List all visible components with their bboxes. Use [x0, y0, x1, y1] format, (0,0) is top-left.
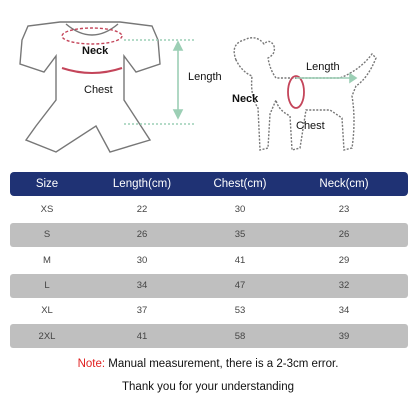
cell-size: M — [43, 254, 51, 266]
cell-neck: 39 — [338, 330, 350, 342]
size-chart-table — [10, 172, 408, 348]
measurement-note — [0, 358, 416, 370]
cell-chest: 30 — [234, 203, 246, 215]
table-row — [10, 299, 408, 323]
dog-chest-band — [288, 76, 304, 108]
cell-size: 2XL — [38, 330, 56, 342]
shirt-chest-label: Chest — [84, 84, 113, 96]
dog-neck-label: Neck — [232, 93, 259, 105]
thanks-text: Thank you for your understanding — [122, 381, 294, 393]
table-row — [10, 197, 408, 221]
shirt-chest-band — [62, 68, 122, 73]
cell-length: 30 — [136, 254, 148, 266]
cell-size: L — [44, 280, 50, 292]
dog-length-label: Length — [306, 61, 340, 73]
cell-size: XL — [41, 305, 53, 317]
cell-chest: 47 — [234, 280, 246, 292]
cell-neck: 26 — [338, 229, 350, 241]
cell-length: 22 — [136, 203, 148, 215]
note-prefix: Note: — [77, 358, 106, 370]
cell-size: S — [43, 229, 51, 241]
cell-length: 34 — [136, 280, 148, 292]
header-neck: Neck(cm) — [319, 178, 369, 190]
cell-length: 37 — [136, 305, 148, 317]
header-size: Size — [35, 178, 59, 190]
shirt-length-label: Length — [188, 71, 222, 83]
note-text: Manual measurement, there is a 2-3cm error. — [105, 358, 339, 370]
header-length: Length(cm) — [112, 178, 172, 190]
table-row — [10, 248, 408, 272]
cell-neck: 34 — [338, 305, 350, 317]
table-header — [10, 172, 408, 196]
diagram-drawing — [0, 0, 416, 168]
dog-chest-label: Chest — [296, 120, 325, 132]
cell-length: 41 — [136, 330, 148, 342]
table-row — [10, 274, 408, 298]
table-row — [10, 324, 408, 348]
measurement-diagram — [0, 0, 416, 168]
cell-chest: 53 — [234, 305, 246, 317]
cell-chest: 58 — [234, 330, 246, 342]
cell-size: XS — [40, 203, 54, 215]
shirt-neck-label: Neck — [82, 45, 109, 57]
cell-neck: 29 — [338, 254, 350, 266]
cell-neck: 32 — [338, 280, 350, 292]
shirt-neck-line — [62, 28, 122, 44]
cell-chest: 41 — [234, 254, 246, 266]
header-chest: Chest(cm) — [213, 178, 267, 190]
table-row — [10, 223, 408, 247]
dog-length-measure — [296, 74, 356, 82]
cell-chest: 35 — [234, 229, 246, 241]
cell-length: 26 — [136, 229, 148, 241]
cell-neck: 23 — [338, 203, 350, 215]
shirt-length-measure — [124, 40, 196, 124]
